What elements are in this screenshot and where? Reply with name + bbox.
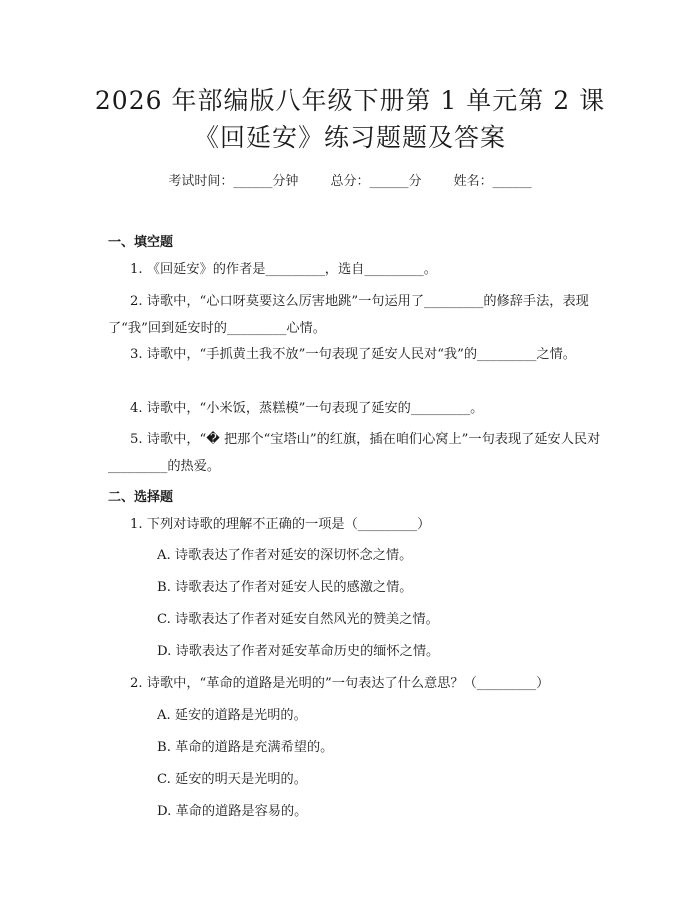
section-heading-fill-blank: 一、填空题: [108, 235, 174, 250]
choice-1-option-d: D. 诗歌表达了作者对延安革命历史的缅怀之情。: [157, 644, 440, 659]
fill-question-4: 4. 诗歌中，“小米饭，蒸糕模”一句表现了延安的_________。: [130, 401, 484, 416]
document-title-line-1: 2026 年部编版八年级下册第 1 单元第 2 课: [94, 86, 606, 115]
choice-question-2: 2. 诗歌中，“革命的道路是光明的”一句表达了什么意思？（_________）: [130, 676, 550, 691]
choice-2-option-c: C. 延安的明天是光明的。: [157, 772, 307, 787]
exam-time: 考试时间：______分钟: [168, 174, 299, 189]
fill-question-3: 3. 诗歌中，“手抓黄土我不放”一句表现了延安人民对“我”的_________之情。: [130, 347, 576, 362]
student-name: 姓名：______: [453, 174, 532, 189]
choice-2-option-b: B. 革命的道路是充满希望的。: [157, 740, 334, 755]
choice-1-option-c: C. 诗歌表达了作者对延安自然风光的赞美之情。: [157, 612, 439, 627]
fill-question-1: 1. 《回延安》的作者是_________，选自_________。: [130, 262, 437, 277]
choice-2-option-d: D. 革命的道路是容易的。: [157, 804, 308, 819]
choice-2-option-a: A. 延安的道路是光明的。: [157, 708, 307, 723]
choice-1-option-a: A. 诗歌表达了作者对延安的深切怀念之情。: [157, 548, 413, 563]
choice-1-option-b: B. 诗歌表达了作者对延安人民的感激之情。: [157, 580, 413, 595]
choice-question-1: 1. 下列对诗歌的理解不正确的一项是（_________）: [130, 517, 431, 532]
exam-info: [0, 170, 700, 189]
fill-question-2: 2. 诗歌中，“心口呀莫要这么厉害地跳”一句运用了_________的修辞手法，表现了“我”回到延安时的_________心情。: [108, 294, 589, 336]
document-title-line-2: 《回延安》练习题题及答案: [193, 123, 506, 152]
section-heading-multiple-choice: 二、选择题: [108, 490, 174, 505]
fill-question-5: 5. 诗歌中，“� 把那个“宝塔山”的红旗，插在咱们心窝上”一句表现了延安人民对_________的热爱。: [108, 432, 601, 474]
exam-score: 总分：______分: [330, 174, 422, 189]
